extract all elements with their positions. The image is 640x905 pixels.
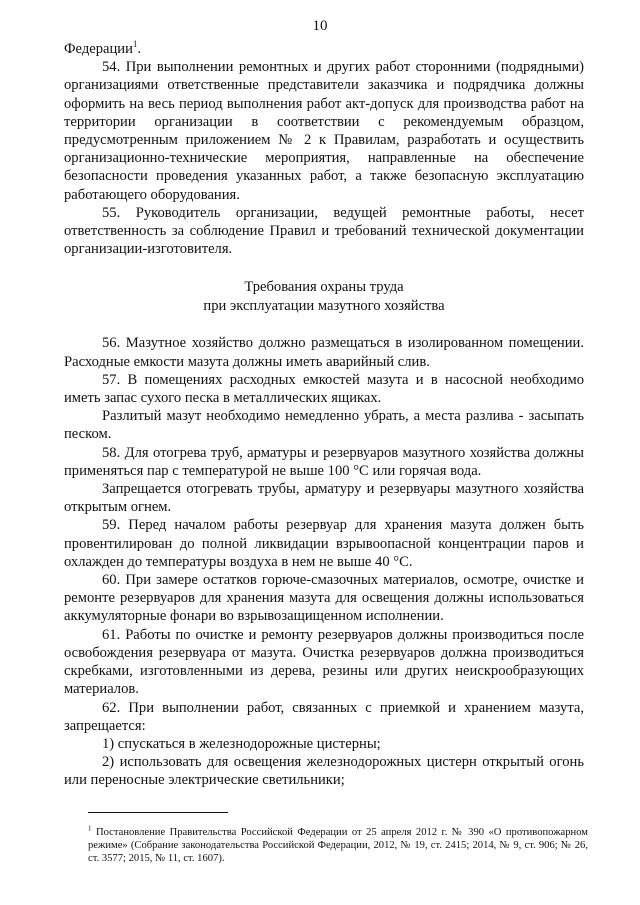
footnote: [88, 826, 588, 865]
paragraph-54: 54. При выполнении ремонтных и других работ сторонними (подрядными) организациями ответственные представители заказчика и подрядчика должны оформить на весь период выполнения работ акт-допуск для производства работ на территории организации в соответствии с рекомендуемым образцом, предусмотренным приложением № 2 к Правилам, разработать и осуществить организационно-технические мероприятия, направленные на обеспечение безопасности проведения указанных работ, а также безопасную эксплуатацию работающего оборудования.: [64, 59, 584, 203]
paragraph-61: 61. Работы по очистке и ремонту резервуаров должны производиться после освобождения резервуара от мазута. Очистка резервуаров должна производиться скребками, изготовленными из дерева, резины или других неискрообразующих материалов.: [64, 626, 584, 698]
paragraph-55: 55. Руководитель организации, ведущей ремонтные работы, несет ответственность за соблюдение Правил и требований технической документации организации-изготовителя.: [64, 204, 584, 258]
list-item-1: 1) спускаться в железнодорожные цистерны;: [102, 735, 381, 752]
document-body: [64, 40, 584, 790]
footnote-text: Постановление Правительства Российской Федерации от 25 апреля 2012 г. № 390 «О противопожарном режиме» (Собрание законодательства Российской Федерации, 2012, № 19, ст. 2415; 2014, № 9, ст. 906; № 26, ст. 3577; 2015, № 11, ст. 1607).: [88, 827, 588, 864]
list-item-2: 2) использовать для освещения железнодорожных цистерн открытый огонь или переносные электрические светильники;: [64, 754, 584, 789]
paragraph-continuation: [64, 40, 584, 58]
paragraph-60: 60. При замере остатков горюче-смазочных материалов, осмотре, очистке и ремонте резервуаров для хранения мазута для освещения должны использоваться аккумуляторные фонари во взрывозащищенном исполнении.: [64, 572, 584, 625]
paragraph-58-prohibition: Запрещается отогревать трубы, арматуру и резервуары мазутного хозяйства открытым огнем.: [64, 481, 584, 516]
page-number: 10: [312, 18, 328, 34]
footnote-marker: 1: [88, 824, 92, 833]
section-heading: [64, 278, 584, 316]
paragraph-56: 56. Мазутное хозяйство должно размещаться в изолированном помещении. Расходные емкости мазута должны иметь аварийный слив.: [64, 335, 584, 370]
paragraph-57: 57. В помещениях расходных емкостей мазута и в насосной необходимо иметь запас сухого песка в металлических ящиках.: [64, 371, 584, 407]
section-heading-line-2: при эксплуатации мазутного хозяйства: [203, 298, 445, 315]
footnote-divider: [88, 812, 228, 813]
paragraph-58: 58. Для отогрева труб, арматуры и резервуаров мазутного хозяйства должны применяться пар с температурой не выше 100 °С или горячая вода.: [64, 444, 584, 479]
section-heading-line-1: Требования охраны труда: [244, 279, 404, 296]
paragraph-59: 59. Перед началом работы резервуар для хранения мазута должен быть провентилирован до полной ликвидации взрывоопасной концентрации паров и охлажден до температуры воздуха в нем не выше 40 °С.: [64, 517, 584, 570]
footnote-reference[interactable]: 1: [132, 39, 138, 50]
paragraph-tail: .: [137, 41, 142, 57]
paragraph-62: 62. При выполнении работ, связанных с приемкой и хранением мазута, запрещается:: [64, 699, 584, 734]
paragraph-57-spill: Разлитый мазут необходимо немедленно убрать, а места разлива - засыпать песком.: [64, 408, 584, 443]
paragraph-text: Федерации: [64, 41, 133, 57]
